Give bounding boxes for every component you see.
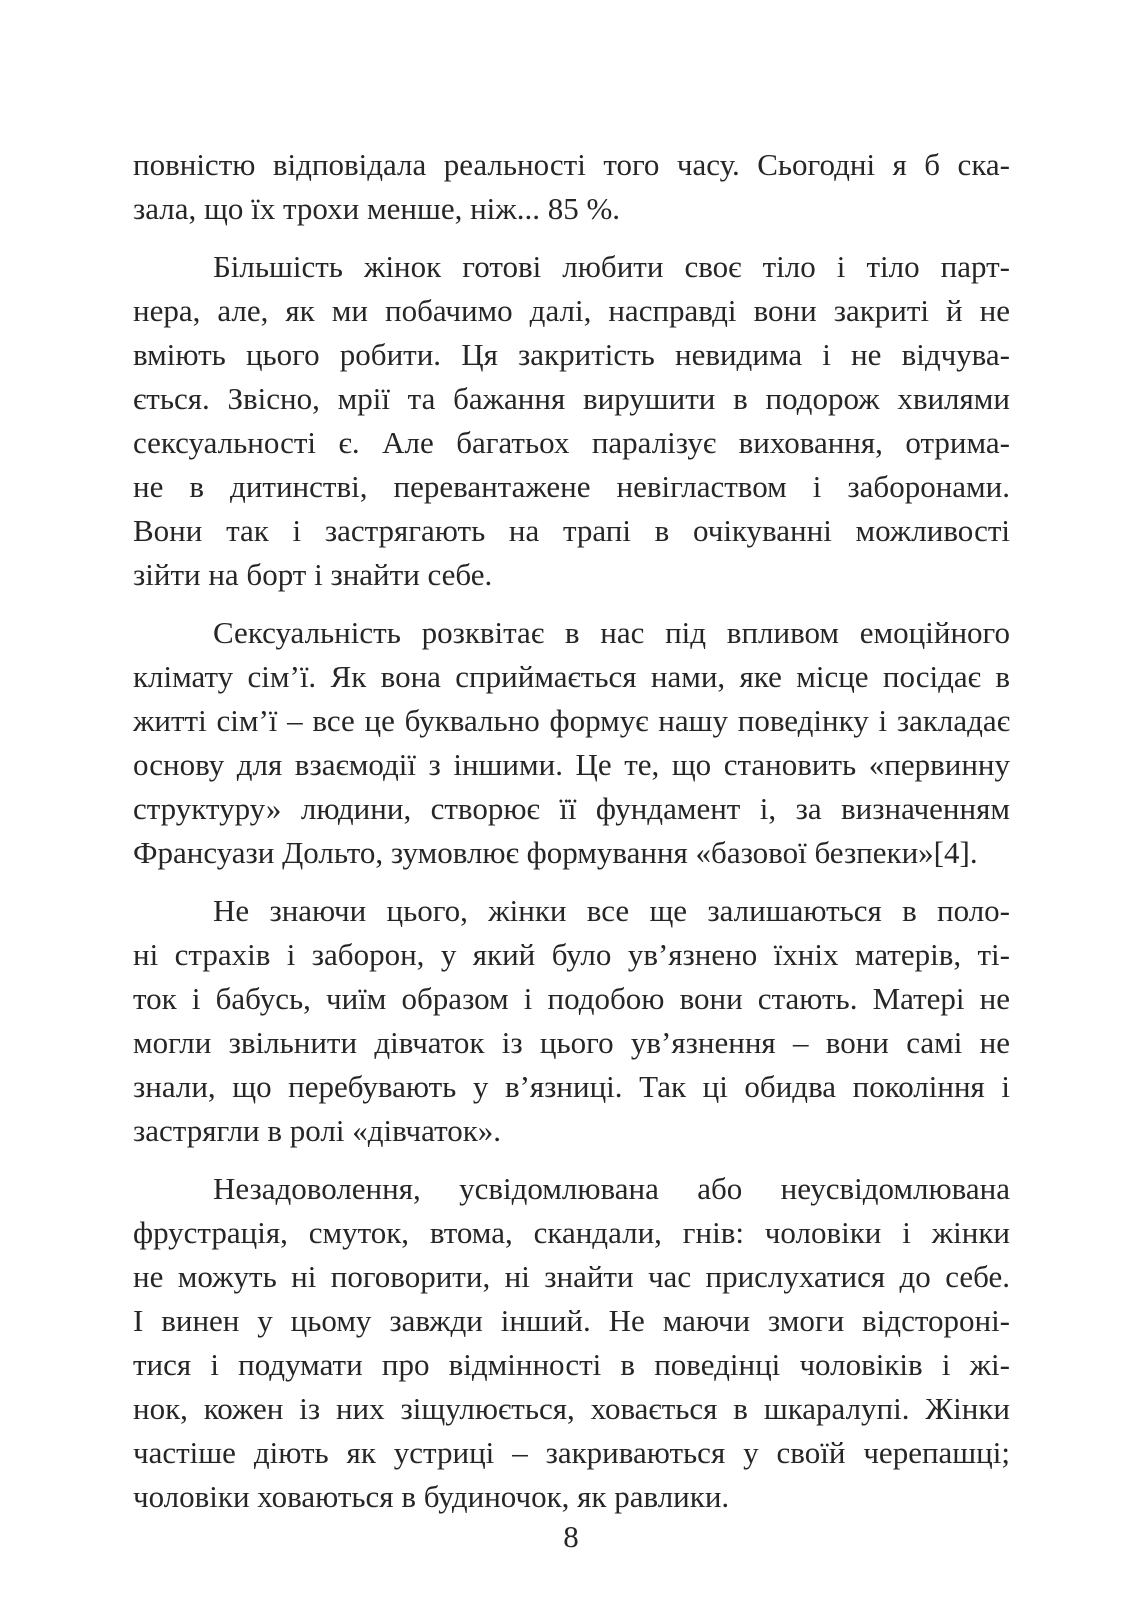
text-line: нера, але, як ми побачимо далі, насправді вони закриті й не xyxy=(133,293,1010,328)
text-line: чоловіки ховаються в будиночок, як равлики. xyxy=(133,1479,730,1514)
paragraph xyxy=(133,889,1010,1153)
text-line: Франсуази Дольто, зумовлює формування «базової безпеки»[4]. xyxy=(133,835,978,870)
text-line: застрягли в ролі «дівчаток». xyxy=(133,1113,502,1148)
text-line: нок, кожен із них зіщулюється, ховається в шкаралупі. Жінки xyxy=(133,1391,1010,1426)
text-line: тися і подумати про відмінності в поведінці чоловіків і жі- xyxy=(133,1347,1010,1382)
text-line: житті сім’ї – все це буквально формує нашу поведінку і закладає xyxy=(133,703,1010,738)
text-line: знали, що перебувають у в’язниці. Так ці обидва покоління і xyxy=(133,1069,1010,1104)
text-line: зала, що їх трохи менше, ніж... 85 %. xyxy=(133,191,621,226)
text-line: ється. Звісно, мрії та бажання вирушити в подорож хвилями xyxy=(133,381,1010,416)
paragraph xyxy=(133,143,1010,231)
text-line: Більшість жінок готові любити своє тіло і тіло парт- xyxy=(213,249,1010,284)
text-line: ток і бабусь, чиїм образом і подобою вони стають. Матері не xyxy=(133,981,1010,1016)
text-line: частіше діють як устриці – закриваються у своїй черепашці; xyxy=(133,1435,1010,1470)
text-line: вміють цього робити. Ця закритість невидима і не відчува- xyxy=(133,337,1010,372)
page-number: 8 xyxy=(563,1519,579,1554)
text-line: фрустрація, смуток, втома, скандали, гнів: чоловіки і жінки xyxy=(133,1215,1010,1250)
text-line: зійти на борт і знайти себе. xyxy=(133,557,493,592)
text-line: сексуальності є. Але багатьох паралізує виховання, отрима- xyxy=(133,425,1010,460)
paragraph xyxy=(133,1167,1010,1519)
text-line: Не знаючи цього, жінки все ще залишаються в поло- xyxy=(213,893,1010,928)
text-line: основу для взаємодії з іншими. Це те, що становить «первинну xyxy=(133,747,1010,782)
paragraph xyxy=(133,245,1010,597)
text-line: не в дитинстві, перевантажене невіглаством і заборонами. xyxy=(133,469,1010,504)
text-line: повністю відповідала реальності того часу. Сьогодні я б ска- xyxy=(133,147,1010,182)
text-line: клімату сім’ї. Як вона сприймається нами, яке місце посідає в xyxy=(133,659,1010,694)
text-line: структуру» людини, створює її фундамент і, за визначенням xyxy=(133,791,1010,826)
text-line: могли звільнити дівчаток із цього ув’язнення – вони самі не xyxy=(133,1025,1010,1060)
text-line: не можуть ні поговорити, ні знайти час прислухатися до себе. xyxy=(133,1259,1010,1294)
text-line: Сексуальність розквітає в нас під впливом емоційного xyxy=(213,615,1010,650)
text-line: Незадоволення, усвідомлювана або неусвідомлювана xyxy=(213,1171,1010,1206)
paragraph xyxy=(133,611,1010,875)
text-line: І винен у цьому завжди інший. Не маючи змоги відстороні- xyxy=(133,1303,1010,1338)
text-line: ні страхів і заборон, у який було ув’язнено їхніх матерів, ті- xyxy=(133,937,1010,972)
body-text xyxy=(133,143,1010,1533)
text-line: Вони так і застрягають на трапі в очікуванні можливості xyxy=(133,513,1010,548)
